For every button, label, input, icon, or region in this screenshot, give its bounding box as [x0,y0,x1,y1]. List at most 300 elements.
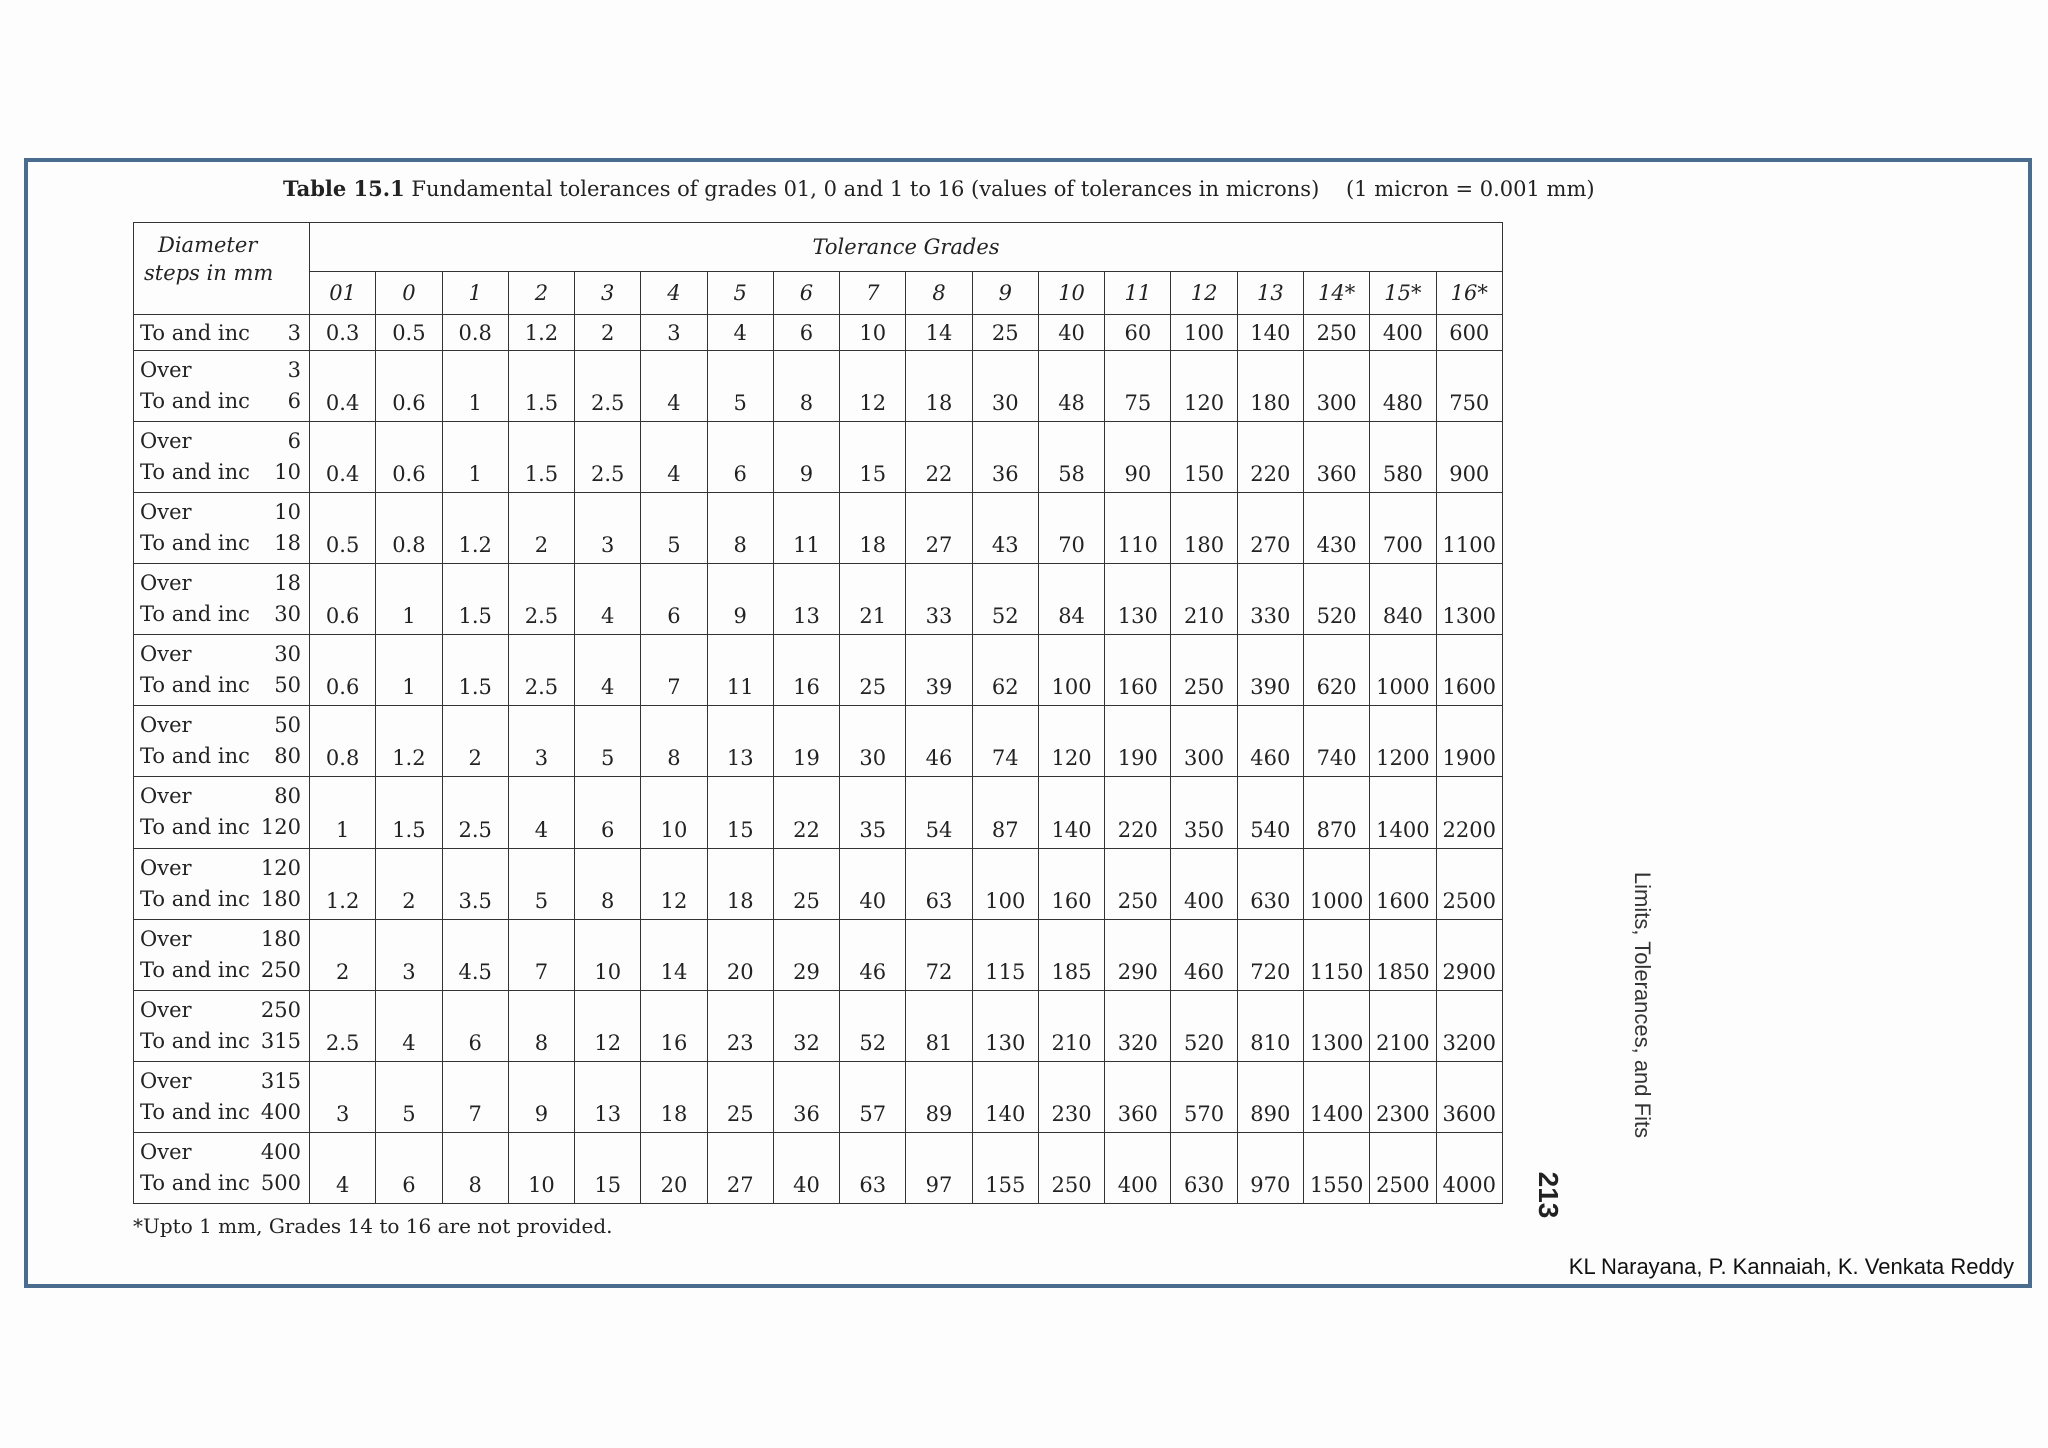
tolerance-cell: 870 [1303,777,1369,848]
tolerance-cell: 3 [508,706,574,777]
tolerance-cell: 29 [773,919,839,990]
tolerance-cell: 630 [1237,848,1303,919]
tolerance-cell: 5 [707,351,773,422]
diameter-range [134,990,310,1061]
table-row [134,706,1503,777]
tolerance-cell: 5 [376,1061,442,1132]
tolerance-cell: 330 [1237,564,1303,635]
grade-header: 3 [575,272,641,315]
tolerance-cell: 18 [906,351,972,422]
tolerance-cell: 75 [1105,351,1171,422]
range-to [140,386,301,417]
tolerance-cell: 230 [1038,1061,1104,1132]
diameter-range [134,1061,310,1132]
range-over-value: 6 [287,429,301,454]
tolerance-cell: 36 [972,422,1038,493]
tolerance-cell: 81 [906,990,972,1061]
tolerance-cell: 8 [575,848,641,919]
diameter-range [134,564,310,635]
tolerance-cell: 11 [707,635,773,706]
tolerance-cell: 1.2 [508,315,574,351]
range-over-value: 30 [274,642,301,667]
tolerance-cell: 20 [707,919,773,990]
range-over [140,355,301,386]
tolerance-cell: 27 [906,493,972,564]
range-to [140,955,301,986]
tolerance-cell: 400 [1370,315,1436,351]
diameter-range [134,848,310,919]
tolerance-cell: 130 [972,990,1038,1061]
tolerance-cell: 74 [972,706,1038,777]
table-row [134,564,1503,635]
tolerance-cell: 1.2 [442,493,508,564]
tolerance-cell: 25 [972,315,1038,351]
tolerance-cell: 36 [773,1061,839,1132]
tolerance-cell: 11 [773,493,839,564]
range-over-label: Over [140,500,192,525]
range-over-label: Over [140,571,192,596]
tolerance-cell: 630 [1171,1132,1237,1203]
tolerance-cell: 400 [1105,1132,1171,1203]
tolerance-cell: 210 [1171,564,1237,635]
tolerance-cell: 0.6 [310,635,376,706]
range-over-label: Over [140,713,192,738]
range-to-value: 315 [260,1028,301,1053]
tolerance-cell: 1.5 [442,635,508,706]
tolerance-cell: 63 [906,848,972,919]
tolerance-cell: 570 [1171,1061,1237,1132]
tolerance-cell: 72 [906,919,972,990]
tolerance-cell: 430 [1303,493,1369,564]
tolerance-cell: 40 [773,1132,839,1203]
tolerance-cell: 21 [840,564,906,635]
tolerance-cell: 84 [1038,564,1104,635]
tolerance-cell: 1 [442,351,508,422]
tolerance-cell: 0.6 [310,564,376,635]
tolerance-cell: 22 [906,422,972,493]
tolerance-cell: 250 [1105,848,1171,919]
tolerance-cell: 58 [1038,422,1104,493]
tolerance-grades-header: Tolerance Grades [310,223,1503,272]
range-to-value: 120 [260,815,301,840]
tolerance-cell: 16 [773,635,839,706]
tolerance-cell: 0.4 [310,422,376,493]
tolerance-cell: 14 [906,315,972,351]
tolerance-cell: 8 [773,351,839,422]
tolerance-cell: 4 [376,990,442,1061]
tolerance-cell: 2500 [1370,1132,1436,1203]
tolerance-cell: 14 [641,919,707,990]
tolerance-cell: 2 [376,848,442,919]
diameter-range [134,315,310,351]
range-over-label: Over [140,642,192,667]
tolerance-cell: 1000 [1370,635,1436,706]
tolerance-cell: 4 [310,1132,376,1203]
tolerance-cell: 15 [840,422,906,493]
tolerance-cell: 25 [773,848,839,919]
tolerance-cell: 130 [1105,564,1171,635]
tolerance-cell: 840 [1370,564,1436,635]
tolerance-cell: 5 [575,706,641,777]
tolerance-cell: 2900 [1436,919,1502,990]
tolerance-cell: 18 [840,493,906,564]
caption-label: Table 15.1 [283,176,405,201]
grade-header: 13 [1237,272,1303,315]
range-to [140,670,301,701]
tolerance-cell: 32 [773,990,839,1061]
tolerance-cell: 2.5 [508,564,574,635]
diameter-range [134,493,310,564]
range-to-value: 30 [274,602,301,627]
tolerance-cell: 5 [508,848,574,919]
tolerance-cell: 1 [310,777,376,848]
grade-header: 9 [972,272,1038,315]
tolerance-cell: 90 [1105,422,1171,493]
tolerance-cell: 1.5 [376,777,442,848]
tolerance-cell: 250 [1303,315,1369,351]
tolerance-cell: 35 [840,777,906,848]
range-over-value: 10 [274,500,301,525]
tolerance-cell: 3 [575,493,641,564]
tolerance-cell: 180 [1171,493,1237,564]
tolerance-cell: 3.5 [442,848,508,919]
tolerance-cell: 13 [707,706,773,777]
tolerance-cell: 54 [906,777,972,848]
tolerance-cell: 1150 [1303,919,1369,990]
range-over [140,710,301,741]
range-over-label: Over [140,997,192,1022]
tolerance-cell: 3 [376,919,442,990]
range-over-value: 250 [260,997,301,1022]
tolerance-cell: 25 [840,635,906,706]
tolerance-cell: 0.8 [310,706,376,777]
tolerance-cell: 1 [376,564,442,635]
table-row [134,777,1503,848]
tolerance-cell: 155 [972,1132,1038,1203]
tolerance-cell: 63 [840,1132,906,1203]
range-over [140,853,301,884]
diameter-header [134,223,310,315]
tolerance-cell: 18 [707,848,773,919]
tolerance-cell: 540 [1237,777,1303,848]
tolerance-cell: 4 [575,564,641,635]
tolerance-cell: 1550 [1303,1132,1369,1203]
tolerance-cell: 8 [707,493,773,564]
tolerance-cell: 2100 [1370,990,1436,1061]
tolerance-cell: 250 [1038,1132,1104,1203]
diameter-range [134,635,310,706]
tolerance-cell: 0.4 [310,351,376,422]
range-to [140,318,301,349]
tolerance-cell: 39 [906,635,972,706]
tolerance-cell: 1 [442,422,508,493]
range-to-label: To and inc [140,460,250,485]
footnote: *Upto 1 mm, Grades 14 to 16 are not provided. [133,1214,613,1238]
range-over-value: 315 [260,1068,301,1093]
tolerance-cell: 0.8 [376,493,442,564]
table-row [134,848,1503,919]
tolerance-cell: 390 [1237,635,1303,706]
tolerance-cell: 0.8 [442,315,508,351]
range-to [140,884,301,915]
tolerance-cell: 460 [1237,706,1303,777]
range-to-label: To and inc [140,1170,250,1195]
tolerance-cell: 190 [1105,706,1171,777]
tolerance-cell: 900 [1436,422,1502,493]
tolerance-cell: 2 [442,706,508,777]
tolerance-cell: 6 [707,422,773,493]
grade-header: 15* [1370,272,1436,315]
tolerance-cell: 2.5 [508,635,574,706]
diameter-range [134,919,310,990]
range-to-label: To and inc [140,886,250,911]
tolerance-cell: 13 [773,564,839,635]
range-over [140,426,301,457]
range-over [140,1137,301,1168]
tolerance-cell: 1900 [1436,706,1502,777]
range-to-value: 500 [260,1170,301,1195]
tolerance-cell: 1.2 [310,848,376,919]
tolerance-cell: 0.5 [376,315,442,351]
tolerance-cell: 87 [972,777,1038,848]
range-over-label: Over [140,784,192,809]
range-to [140,812,301,843]
range-to [140,1168,301,1199]
range-to-label: To and inc [140,744,250,769]
tolerance-cell: 4 [641,422,707,493]
table-row [134,1132,1503,1203]
range-to [140,528,301,559]
range-to-label: To and inc [140,673,250,698]
tolerance-cell: 57 [840,1061,906,1132]
tolerance-cell: 48 [1038,351,1104,422]
tolerance-cell: 2.5 [575,422,641,493]
tolerance-cell: 110 [1105,493,1171,564]
tolerance-cell: 360 [1303,422,1369,493]
tolerance-cell: 150 [1171,422,1237,493]
tolerance-cell: 1200 [1370,706,1436,777]
range-to [140,599,301,630]
range-to-label: To and inc [140,1099,250,1124]
tolerance-cell: 520 [1303,564,1369,635]
tolerance-cell: 1100 [1436,493,1502,564]
tolerance-cell: 300 [1303,351,1369,422]
tolerance-cell: 46 [840,919,906,990]
diameter-header-line2: steps in mm [144,261,274,285]
tolerance-cell: 2 [508,493,574,564]
range-to-value: 250 [260,957,301,982]
range-over-value: 3 [287,358,301,383]
range-to-value: 18 [274,531,301,556]
tolerance-cell: 97 [906,1132,972,1203]
grade-header: 8 [906,272,972,315]
grade-header: 12 [1171,272,1237,315]
tolerance-cell: 30 [840,706,906,777]
tolerance-cell: 4000 [1436,1132,1502,1203]
tolerance-cell: 43 [972,493,1038,564]
tolerance-cell: 3 [641,315,707,351]
tolerance-cell: 360 [1105,1061,1171,1132]
tolerance-cell: 720 [1237,919,1303,990]
tolerance-cell: 5 [641,493,707,564]
table-row [134,635,1503,706]
tolerance-cell: 19 [773,706,839,777]
tolerance-cell: 740 [1303,706,1369,777]
tolerance-cell: 15 [707,777,773,848]
tolerance-cell: 520 [1171,990,1237,1061]
tolerance-cell: 100 [972,848,1038,919]
tolerance-cell: 2.5 [442,777,508,848]
tolerance-cell: 18 [641,1061,707,1132]
tolerance-cell: 220 [1237,422,1303,493]
tolerance-cell: 27 [707,1132,773,1203]
tolerance-cell: 700 [1370,493,1436,564]
tolerance-cell: 52 [972,564,1038,635]
tolerance-cell: 7 [442,1061,508,1132]
range-over-label: Over [140,855,192,880]
table-row [134,990,1503,1061]
tolerance-cell: 8 [442,1132,508,1203]
tolerance-cell: 12 [840,351,906,422]
tolerance-cell: 2 [575,315,641,351]
range-over [140,781,301,812]
tolerance-cell: 120 [1171,351,1237,422]
tolerance-cell: 10 [840,315,906,351]
side-title: Limits, Tolerances, and Fits [1630,871,1655,1139]
tolerance-cell: 70 [1038,493,1104,564]
tolerance-cell: 20 [641,1132,707,1203]
range-over-label: Over [140,1139,192,1164]
tolerance-cell: 250 [1171,635,1237,706]
tolerance-cell: 140 [1038,777,1104,848]
range-over [140,639,301,670]
tolerance-cell: 8 [641,706,707,777]
tolerance-cell: 7 [641,635,707,706]
range-to-value: 80 [274,744,301,769]
tolerance-cell: 970 [1237,1132,1303,1203]
tolerance-cell: 40 [840,848,906,919]
tolerance-cell: 460 [1171,919,1237,990]
tolerance-cell: 25 [707,1061,773,1132]
tolerance-cell: 30 [972,351,1038,422]
tolerance-cell: 1400 [1303,1061,1369,1132]
diameter-range [134,422,310,493]
grade-header: 01 [310,272,376,315]
tolerance-cell: 2300 [1370,1061,1436,1132]
tolerance-cell: 23 [707,990,773,1061]
table-row [134,919,1503,990]
tolerance-cell: 120 [1038,706,1104,777]
tolerance-cell: 0.3 [310,315,376,351]
tolerance-cell: 890 [1237,1061,1303,1132]
range-to-label: To and inc [140,531,250,556]
tolerance-cell: 1600 [1436,635,1502,706]
range-over-value: 18 [274,571,301,596]
tolerance-cell: 3 [310,1061,376,1132]
tolerance-cell: 4 [707,315,773,351]
tolerance-cell: 89 [906,1061,972,1132]
tolerance-cell: 6 [376,1132,442,1203]
tolerance-cell: 320 [1105,990,1171,1061]
tolerance-cell: 1 [376,635,442,706]
tolerance-cell: 22 [773,777,839,848]
range-to-label: To and inc [140,815,250,840]
tolerance-cell: 220 [1105,777,1171,848]
tolerance-cell: 810 [1237,990,1303,1061]
table-row [134,1061,1503,1132]
range-over-label: Over [140,358,192,383]
tolerance-cell: 160 [1105,635,1171,706]
tolerance-cell: 3600 [1436,1061,1502,1132]
tolerance-cell: 140 [972,1061,1038,1132]
tolerance-cell: 2 [310,919,376,990]
tolerance-cell: 1.5 [508,351,574,422]
tolerance-cell: 6 [575,777,641,848]
tolerance-cell: 9 [773,422,839,493]
grade-header: 16* [1436,272,1502,315]
tolerance-cell: 4.5 [442,919,508,990]
tolerance-cell: 52 [840,990,906,1061]
range-to-label: To and inc [140,957,250,982]
range-over-label: Over [140,926,192,951]
table-row [134,493,1503,564]
tolerance-cell: 13 [575,1061,641,1132]
range-over-value: 120 [260,855,301,880]
tolerance-cell: 1000 [1303,848,1369,919]
tolerance-cell: 1300 [1303,990,1369,1061]
range-over [140,924,301,955]
tolerance-cell: 0.6 [376,422,442,493]
diameter-range [134,351,310,422]
range-to [140,457,301,488]
tolerance-cell: 185 [1038,919,1104,990]
range-to-value: 10 [274,460,301,485]
tolerance-cell: 9 [707,564,773,635]
tolerance-cell: 1300 [1436,564,1502,635]
tolerance-cell: 400 [1171,848,1237,919]
grade-header: 1 [442,272,508,315]
range-over [140,1066,301,1097]
tolerance-cell: 0.6 [376,351,442,422]
range-to-value: 6 [287,389,301,414]
tolerance-cell: 10 [508,1132,574,1203]
tolerance-cell: 6 [773,315,839,351]
diameter-range [134,706,310,777]
tolerance-cell: 350 [1171,777,1237,848]
tolerance-cell: 100 [1171,315,1237,351]
tolerance-cell: 160 [1038,848,1104,919]
tolerance-cell: 580 [1370,422,1436,493]
grade-header: 0 [376,272,442,315]
range-over [140,995,301,1026]
tolerance-cell: 1400 [1370,777,1436,848]
tolerance-cell: 3200 [1436,990,1502,1061]
tolerance-cell: 10 [575,919,641,990]
range-to [140,1097,301,1128]
table-row [134,351,1503,422]
range-over-label: Over [140,1068,192,1093]
tolerance-cell: 140 [1237,315,1303,351]
range-to-value: 3 [287,321,301,346]
tolerance-cell: 290 [1105,919,1171,990]
grade-header: 2 [508,272,574,315]
grade-header: 7 [840,272,906,315]
tolerance-cell: 1850 [1370,919,1436,990]
range-over [140,568,301,599]
caption-note: (1 micron = 0.001 mm) [1345,177,1595,201]
range-to [140,741,301,772]
tolerance-cell: 12 [641,848,707,919]
